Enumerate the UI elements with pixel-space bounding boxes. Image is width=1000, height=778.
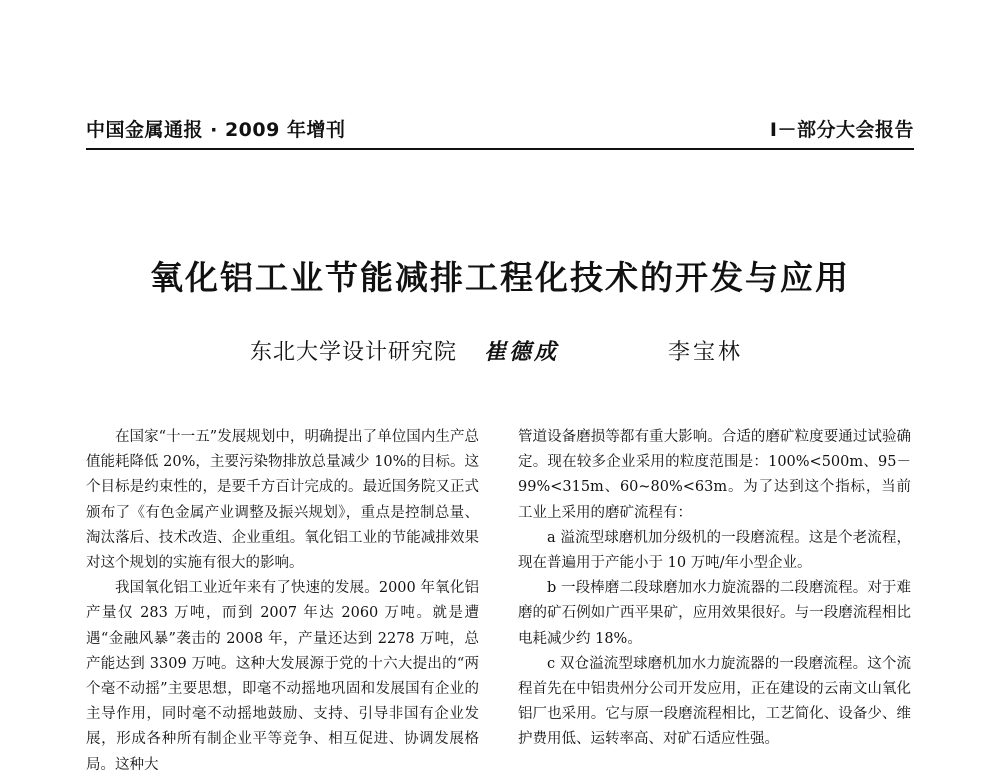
author-name: 崔德成 bbox=[484, 339, 560, 365]
byline bbox=[250, 335, 770, 369]
paragraph: b 一段棒磨二段球磨加水力旋流器的二段磨流程。对于难磨的矿石例如广西平果矿，应用效果很好。与一段磨流程相比电耗减少约 18%。 bbox=[518, 580, 911, 647]
paragraph: c 双仓溢流型球磨机加水力旋流器的一段磨流程。这个流程首先在中铝贵州分公司开发应用，正在建设的云南文山氧化铝厂也采用。它与原一段磨流程相比，工艺简化、设备少、维护费用低、运转率高、对矿石适应性强。 bbox=[518, 655, 911, 748]
article-title: 氧化铝工业节能减排工程化技术的开发与应用 bbox=[150, 258, 850, 297]
paragraph: a 溢流型球磨机加分级机的一段磨流程。这是个老流程，现在普遍用于产能小于 10 万吨/年小型企业。 bbox=[518, 529, 911, 572]
paragraph: 我国氧化铝工业近年来有了快速的发展。2000 年氧化铝产量仅 283 万吨，而到 2007 年达 2060 万吨。就是遭遇“金融风暴”袭击的 2008 年，产量还达到 2278 万吨，总产能达到 3309 万吨。这种大发展源于党的十六大提出的“两个毫不动摇”主要思想，即毫不动摇地巩固和发展国有企业的主导作用，同时毫不动摇地鼓励、支持、引导非国有企业发展，形成各种所有制企业平等竞争、相互促进、协调发展格局。这种大 bbox=[86, 580, 479, 773]
left-column bbox=[86, 425, 479, 778]
section-label: I－部分大会报告 bbox=[769, 119, 914, 141]
right-column bbox=[518, 425, 911, 753]
affiliation: 东北大学设计研究院 bbox=[250, 340, 458, 365]
running-head bbox=[86, 115, 914, 145]
header-rule bbox=[86, 148, 914, 150]
paragraph: 管道设备磨损等都有重大影响。合适的磨矿粒度要通过试验确定。现在较多企业采用的粒度范围是：100%<500m、95－99%<315m、60~80%<63m。为了达到这个指标，当前工业上采用的磨矿流程有： bbox=[518, 429, 911, 521]
paragraph: 在国家“十一五”发展规划中，明确提出了单位国内生产总值能耗降低 20%，主要污染物排放总量减少 10%的目标。这个目标是约束性的，是要千方百计完成的。最近国务院又正式颁布了《有色金属产业调整及振兴规划》，重点是控制总量、淘汰落后、技术改造、企业重组。氧化铝工业的节能减排效果对这个规划的实施有很大的影响。 bbox=[86, 429, 479, 572]
journal-name: 中国金属通报 · 2009 年增刊 bbox=[86, 119, 346, 141]
author-name: 李宝林 bbox=[668, 340, 744, 365]
